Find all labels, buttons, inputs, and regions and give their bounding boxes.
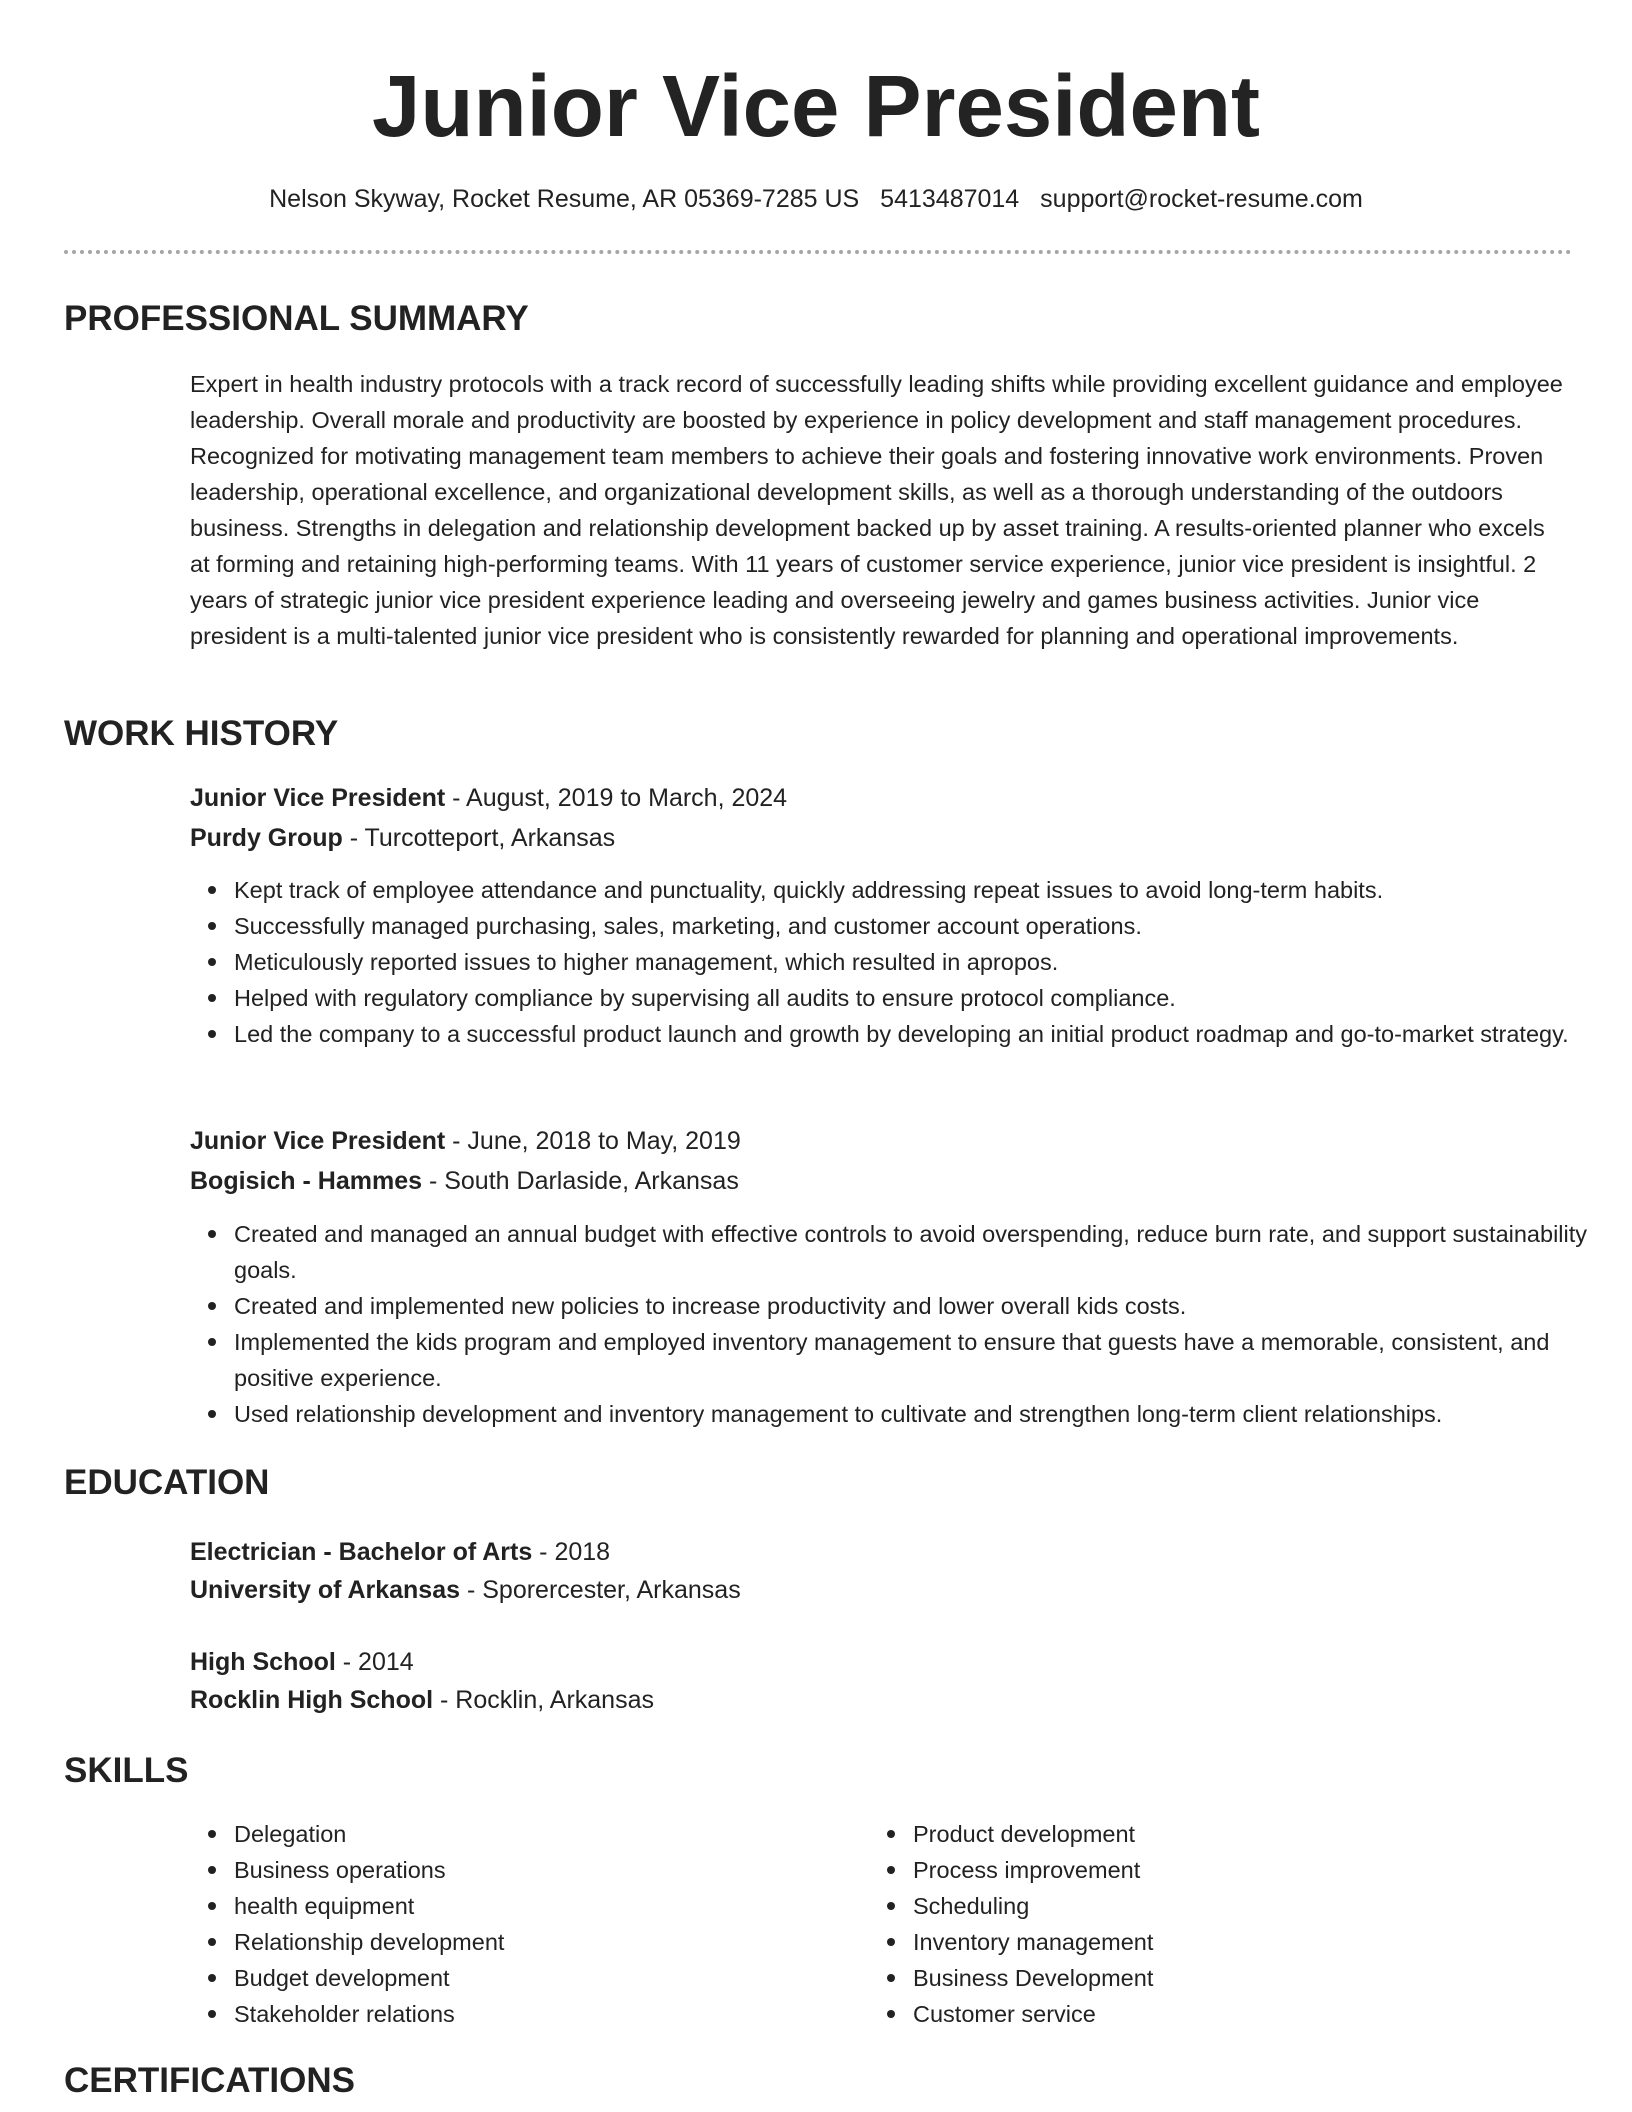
section-title-education: EDUCATION: [64, 1463, 270, 1502]
skill-item: Budget development: [234, 1960, 504, 1996]
list-item: Helped with regulatory compliance by supervising all audits to ensure protocol compliance.: [234, 980, 1609, 1016]
candidate-name: Junior Vice President: [371, 58, 1261, 155]
education-location: - Sporercester, Arkansas: [460, 1576, 741, 1604]
skill-item: Scheduling: [913, 1888, 1153, 1924]
list-item: Implemented the kids program and employed inventory management to ensure that guests have a memorable, consistent, and positive experience.: [234, 1324, 1609, 1396]
list-item: Successfully managed purchasing, sales, marketing, and customer account operations.: [234, 908, 1609, 944]
job-bullets: [190, 872, 1609, 1052]
job-company-line: [190, 1161, 739, 1201]
job-role: Junior Vice President: [190, 784, 446, 812]
education-location: - Rocklin, Arkansas: [433, 1686, 654, 1714]
skill-item: Business Development: [913, 1960, 1153, 1996]
address: Nelson Skyway, Rocket Resume, AR 05369-7285 US: [269, 185, 860, 213]
job-dates: - August, 2019 to March, 2024: [445, 784, 788, 812]
section-title-certifications: CERTIFICATIONS: [64, 2061, 356, 2100]
list-item: Created and implemented new policies to increase productivity and lower overall kids costs.: [234, 1288, 1609, 1324]
skill-item: Business operations: [234, 1852, 504, 1888]
education-school: University of Arkansas: [190, 1576, 461, 1604]
job-location: - South Darlaside, Arkansas: [422, 1167, 739, 1195]
list-item: Kept track of employee attendance and punctuality, quickly addressing repeat issues to avoid long-term habits.: [234, 872, 1609, 908]
phone-number: 5413487014: [880, 185, 1020, 213]
skill-item: health equipment: [234, 1888, 504, 1924]
job-bullets: [190, 1216, 1609, 1432]
skill-item: Relationship development: [234, 1924, 504, 1960]
list-item: Led the company to a successful product launch and growth by developing an initial product roadmap and go-to-market strategy.: [234, 1016, 1609, 1052]
job-title-line: [190, 1121, 741, 1161]
education-year: - 2018: [532, 1538, 611, 1566]
job-company: Bogisich - Hammes: [190, 1167, 423, 1195]
section-title-skills: SKILLS: [64, 1751, 189, 1790]
section-title-summary: PROFESSIONAL SUMMARY: [64, 299, 529, 338]
job-dates: - June, 2018 to May, 2019: [445, 1127, 741, 1155]
list-item: Used relationship development and inventory management to cultivate and strengthen long-term client relationships.: [234, 1396, 1609, 1432]
contact-info: [0, 180, 1632, 218]
skill-item: Process improvement: [913, 1852, 1153, 1888]
education-degree: Electrician - Bachelor of Arts: [190, 1538, 533, 1566]
list-item: Created and managed an annual budget with effective controls to avoid overspending, reduce burn rate, and support sustainability goals.: [234, 1216, 1609, 1288]
job-company: Purdy Group: [190, 824, 343, 852]
section-title-work-history: WORK HISTORY: [64, 714, 339, 753]
header-divider: [64, 250, 1572, 254]
education-school: Rocklin High School: [190, 1686, 434, 1714]
education-school-line: [190, 1570, 741, 1610]
job-role: Junior Vice President: [190, 1127, 446, 1155]
education-year: - 2014: [335, 1648, 414, 1676]
skill-item: Delegation: [234, 1816, 504, 1852]
education-degree: High School: [190, 1648, 336, 1676]
skill-item: Customer service: [913, 1996, 1153, 2032]
list-item: Meticulously reported issues to higher management, which resulted in apropos.: [234, 944, 1609, 980]
skill-item: Product development: [913, 1816, 1153, 1852]
education-degree-line: [190, 1532, 610, 1572]
job-company-line: [190, 818, 615, 858]
education-degree-line: [190, 1642, 414, 1682]
summary-text: Expert in health industry protocols with a track record of successfully leading shifts while providing excellent guidance and employee leadership. Overall morale and productivity are boosted by experience in policy development and staff management procedures. Recognized for motivating management team members to achieve their goals and fostering innovative work environments. Proven leadership, operational excellence, and organizational development skills, as well as a thorough understanding of the outdoors business. Strengths in delegation and relationship development backed up by asset training. A results-oriented planner who excels at forming and retaining high-performing teams. With 11 years of customer service experience, junior vice president is insightful. 2 years of strategic junior vice president experience leading and overseeing jewelry and games business activities. Junior vice president is a multi-talented junior vice president who is consistently rewarded for planning and operational improvements.: [190, 371, 1563, 649]
skills-list-right: [869, 1816, 1153, 2032]
job-title-line: [190, 778, 787, 818]
job-location: - Turcotteport, Arkansas: [342, 824, 616, 852]
skill-item: Inventory management: [913, 1924, 1153, 1960]
skill-item: Stakeholder relations: [234, 1996, 504, 2032]
email-address: support@rocket-resume.com: [1040, 185, 1363, 213]
education-school-line: [190, 1680, 654, 1720]
skills-list-left: [190, 1816, 504, 2032]
